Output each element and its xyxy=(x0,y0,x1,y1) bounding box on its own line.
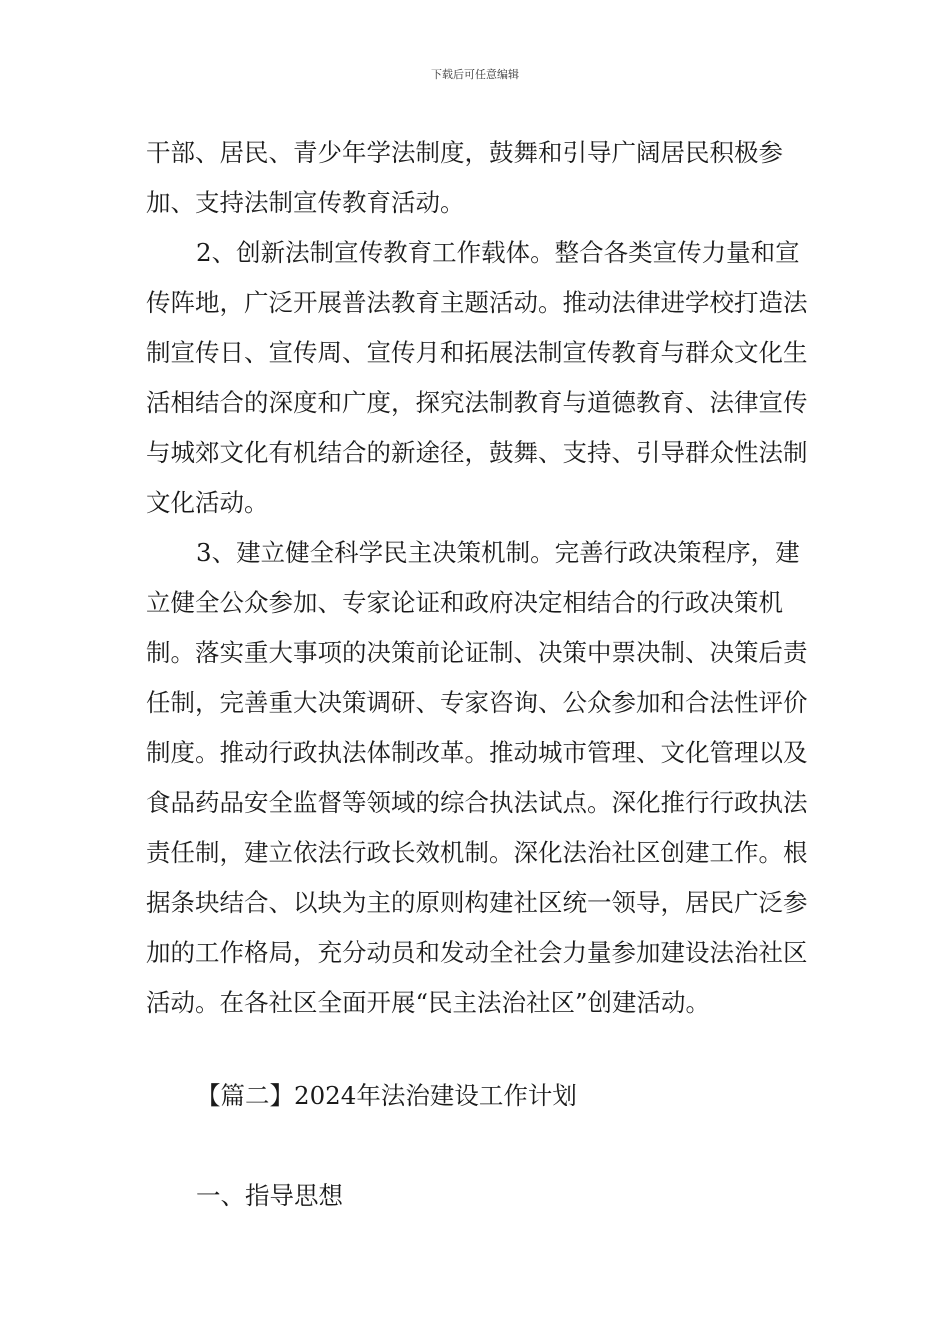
section-title: 【篇二】2024年法治建设工作计划 xyxy=(196,1081,577,1110)
paragraph-continuation: 干部、居民、青少年学法制度，鼓舞和引导广阔居民积极参加、支持法制宣传教育活动。 xyxy=(146,138,783,217)
page-header-note: 下载后可任意编辑 xyxy=(431,68,519,81)
paragraph-item-3: 3、建立健全科学民主决策机制。完善行政决策程序，建立健全公众参加、专家论证和政府决定相结合的行政决策机制。落实重大事项的决策前论证制、决策中票决制、决策后责任制，完善重大决策调研、专家咨询、公众参加和合法性评价制度。推动行政执法体制改革。推动城市管理、文化管理以及食品药品安全监督等领域的综合执法试点。深化推行行政执法责任制，建立依法行政长效机制。深化法治社区创建工作。根据条块结合、以块为主的原则构建社区统一领导，居民广泛参加的工作格局，充分动员和发动全社会力量参加建设法治社区活动。在各社区全面开展“民主法治社区”创建活动。 xyxy=(146,538,808,1017)
paragraph-item-2: 2、创新法制宣传教育工作载体。整合各类宣传力量和宣传阵地，广泛开展普法教育主题活动。推动法律进学校打造法制宣传日、宣传周、宣传月和拓展法制宣传教育与群众文化生活相结合的深度和广度，探究法制教育与道德教育、法律宣传与城郊文化有机结合的新途径，鼓舞、支持、引导群众性法制文化活动。 xyxy=(146,238,808,517)
document-body xyxy=(146,128,814,1028)
section-heading: 一、指导思想 xyxy=(196,1181,343,1210)
